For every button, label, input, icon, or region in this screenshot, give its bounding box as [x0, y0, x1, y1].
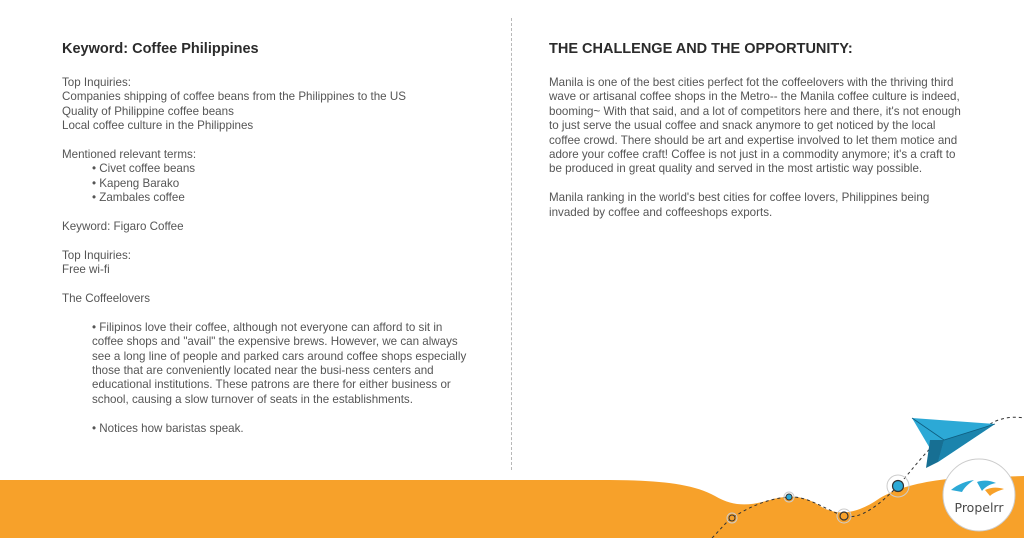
top-inquiries-label: Top Inquiries: — [62, 76, 131, 89]
coffeelovers-paragraph: • Filipinos love their coffee, although not everyone can afford to sit in coffee shops and "avail" the expensive brews. However, we can always see a long line of people and parked cars around coffee shops especially those that are conveniently located near the busi-ness centers and educational institutions. These patrons are there for either business or school, causing a slow turnover of seats in the establishments. — [92, 320, 467, 406]
orange-wave — [0, 476, 1024, 538]
keyword2-label: Keyword: Figaro Coffee — [62, 220, 184, 234]
challenge-paragraph: Manila is one of the best cities perfect fot the coffeelovers with the thriving third wave or artisanal coffee shops in the Metro-- the Manila coffee culture is indeed, booming~ With that said, and a lot of competitors here and there, it's not enough to just serve the usual coffee and snack anymore to get noticed by the local coffee crowd. There should be art and expertise involved to let them motice and adore your coffee craft! Coffee is not just in a commodity anymore; it's a craft to be produced in great quality and served in the most artistic way possible. — [549, 76, 961, 176]
coffeelovers-label: The Coffeelovers — [62, 292, 151, 306]
terms-label: Mentioned relevant terms: — [62, 148, 197, 162]
path-node — [727, 513, 737, 523]
ranking-paragraph: Manila ranking in the world's best cities for coffee lovers, Philippines being invaded by coffee and coffeeshops exports. — [549, 191, 930, 219]
term-item: • Zambales coffee — [92, 191, 185, 205]
inquiry-item: Local coffee culture in the Philippines — [62, 119, 254, 133]
top-inquiries2-label: Top Inquiries: — [62, 248, 131, 262]
coffeelovers-note: • Notices how baristas speak. — [92, 421, 244, 435]
keyword-heading: Keyword: Coffee Philippines — [62, 41, 259, 57]
term-item: • Kapeng Barako — [92, 176, 180, 190]
inquiry-item: Quality of Philippine coffee beans — [62, 104, 234, 118]
inquiry2-item: Free wi-fi — [62, 263, 110, 277]
challenge-heading: THE CHALLENGE AND THE OPPORTUNITY: — [549, 41, 853, 57]
path-node — [784, 492, 794, 502]
brand-name: Propelrr — [954, 500, 1004, 515]
term-item: • Civet coffee beans — [92, 162, 196, 176]
inquiry-item: Companies shipping of coffee beans from the Philippines to the US — [62, 90, 406, 104]
logo-badge — [943, 459, 1015, 531]
